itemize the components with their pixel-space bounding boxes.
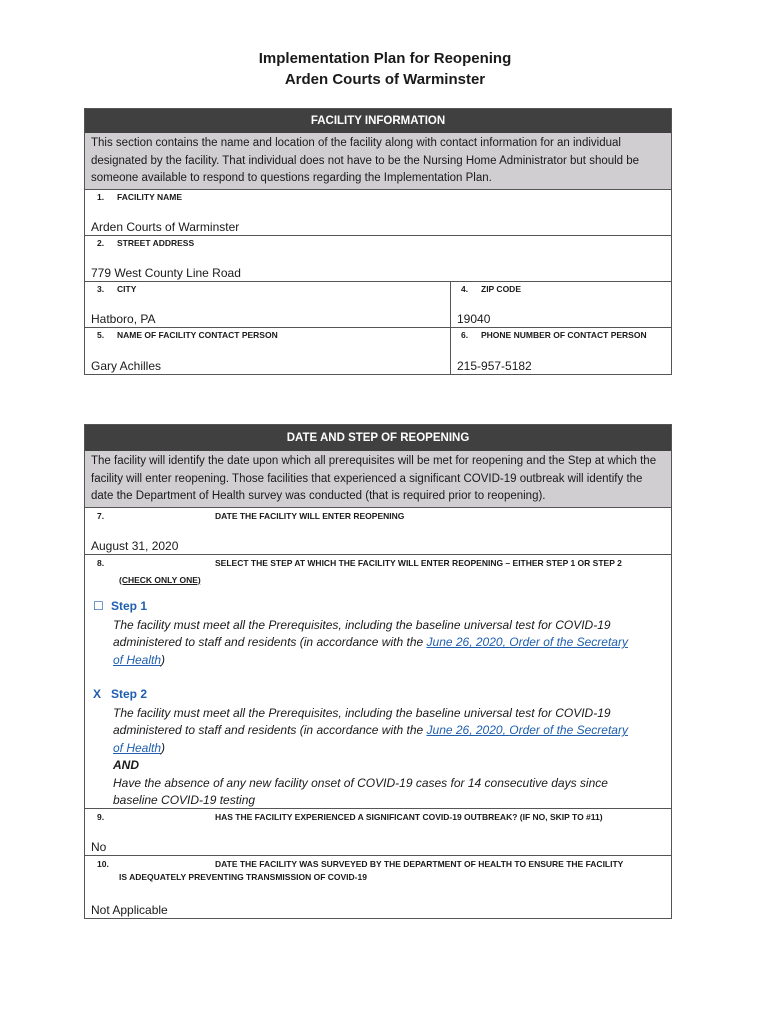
reopening-section-header: DATE AND STEP OF REOPENING bbox=[85, 425, 671, 451]
step-1-text-line: administered to staff and residents (in accordance with the bbox=[113, 635, 424, 650]
city-value[interactable]: Hatboro, PA bbox=[91, 311, 156, 326]
outbreak-answer-value[interactable]: No bbox=[91, 839, 107, 854]
contact-person-cell[interactable] bbox=[85, 328, 451, 374]
step-2-text-line: administered to staff and residents (in accordance with the bbox=[113, 723, 424, 738]
city-zip-row bbox=[85, 282, 671, 328]
facility-section-header: FACILITY INFORMATION bbox=[85, 109, 671, 133]
street-address-label: STREET ADDRESS bbox=[117, 237, 195, 248]
facility-name-cell[interactable] bbox=[85, 190, 671, 235]
field-number: 5. bbox=[97, 329, 105, 340]
step-2-text-line: baseline COVID-19 testing bbox=[113, 793, 256, 808]
step-1-text-line: The facility must meet all the Prerequisites, including the baseline universal test for COVID-19 bbox=[113, 617, 611, 632]
city-cell[interactable] bbox=[85, 282, 451, 327]
order-of-health-link[interactable]: of Health bbox=[113, 740, 162, 755]
question-number: 8. bbox=[97, 557, 105, 568]
contact-person-label: NAME OF FACILITY CONTACT PERSON bbox=[117, 329, 278, 340]
step-1-description bbox=[113, 617, 665, 670]
order-of-secretary-link[interactable]: June 26, 2020, Order of the Secretary bbox=[426, 635, 628, 650]
step-2-text-line: The facility must meet all the Prerequisites, including the baseline universal test for COVID-19 bbox=[113, 705, 611, 720]
zip-value[interactable]: 19040 bbox=[457, 311, 491, 326]
facility-name-value[interactable]: Arden Courts of Warminster bbox=[91, 219, 240, 234]
reopening-section-description: The facility will identify the date upon which all prerequisites will be met for reopening and the Step at which the facility will enter reopening. Those facilities that experienced a significant COVID-19 outbreak will identify the date the Department of Health survey was conducted (that is required prior to reopening). bbox=[85, 451, 671, 508]
step-1-label: Step 1 bbox=[111, 598, 148, 613]
step-2-checkbox-icon[interactable]: X bbox=[93, 686, 102, 701]
field-number: 2. bbox=[97, 237, 105, 248]
question-number: 9. bbox=[97, 811, 105, 822]
paren: ) bbox=[161, 740, 166, 755]
phone-value[interactable]: 215-957-5182 bbox=[457, 358, 532, 373]
survey-date-label: DATE THE FACILITY WAS SURVEYED BY THE DEPARTMENT OF HEALTH TO ENSURE THE FACILITY bbox=[215, 858, 624, 869]
facility-name-row bbox=[85, 190, 671, 236]
street-address-row bbox=[85, 236, 671, 282]
field-number: 3. bbox=[97, 283, 105, 294]
reopening-section bbox=[84, 424, 672, 919]
question-number: 7. bbox=[97, 510, 105, 521]
step-2-option[interactable] bbox=[93, 687, 147, 701]
field-number: 6. bbox=[461, 329, 469, 340]
title-line-2: Arden Courts of Warminster bbox=[284, 71, 486, 88]
street-address-value[interactable]: 779 West County Line Road bbox=[91, 265, 241, 280]
survey-date-label-cont: IS ADEQUATELY PREVENTING TRANSMISSION OF COVID-19 bbox=[119, 871, 367, 882]
field-number: 4. bbox=[461, 283, 469, 294]
reopening-date-value[interactable]: August 31, 2020 bbox=[91, 538, 179, 553]
question-9 bbox=[85, 809, 671, 856]
step-2-label: Step 2 bbox=[111, 686, 148, 701]
check-only-one-note: (CHECK ONLY ONE) bbox=[119, 574, 201, 585]
phone-cell[interactable] bbox=[451, 328, 671, 374]
question-number: 10. bbox=[97, 858, 109, 869]
step-2-description bbox=[113, 705, 665, 811]
zip-label: ZIP CODE bbox=[481, 283, 521, 294]
paren: ) bbox=[161, 652, 166, 667]
title-line-1: Implementation Plan for Reopening bbox=[258, 50, 512, 67]
facility-section-description: This section contains the name and location of the facility along with contact information for an individual designated by the facility. That individual does not have to be the Nursing Home Administrator but should be someone available to respond to questions regarding the Implementation Plan. bbox=[85, 133, 671, 190]
facility-name-label: FACILITY NAME bbox=[117, 191, 183, 202]
question-10 bbox=[85, 856, 671, 918]
order-of-health-link[interactable]: of Health bbox=[113, 652, 162, 667]
survey-date-value[interactable]: Not Applicable bbox=[91, 902, 168, 917]
phone-label: PHONE NUMBER OF CONTACT PERSON bbox=[481, 329, 647, 340]
city-label: CITY bbox=[117, 283, 137, 294]
document-title bbox=[0, 48, 770, 90]
zip-cell[interactable] bbox=[451, 282, 671, 327]
field-number: 1. bbox=[97, 191, 105, 202]
contact-person-value[interactable]: Gary Achilles bbox=[91, 358, 162, 373]
order-of-secretary-link[interactable]: June 26, 2020, Order of the Secretary bbox=[426, 723, 628, 738]
reopening-date-label: DATE THE FACILITY WILL ENTER REOPENING bbox=[215, 510, 405, 521]
step-1-option[interactable] bbox=[93, 599, 147, 613]
step-2-text-line: Have the absence of any new facility onset of COVID-19 cases for 14 consecutive days since bbox=[113, 775, 608, 790]
step-select-label: SELECT THE STEP AT WHICH THE FACILITY WILL ENTER REOPENING – EITHER STEP 1 OR STEP 2 bbox=[215, 557, 622, 568]
facility-information-section bbox=[84, 108, 672, 375]
step-1-checkbox-icon[interactable]: ☐ bbox=[93, 598, 104, 613]
contact-row bbox=[85, 328, 671, 374]
outbreak-question-label: HAS THE FACILITY EXPERIENCED A SIGNIFICANT COVID-19 OUTBREAK? (IF NO, SKIP TO #11) bbox=[215, 811, 603, 822]
question-7 bbox=[85, 508, 671, 555]
and-label: AND bbox=[113, 758, 139, 773]
question-8 bbox=[85, 555, 671, 809]
street-address-cell[interactable] bbox=[85, 236, 671, 281]
